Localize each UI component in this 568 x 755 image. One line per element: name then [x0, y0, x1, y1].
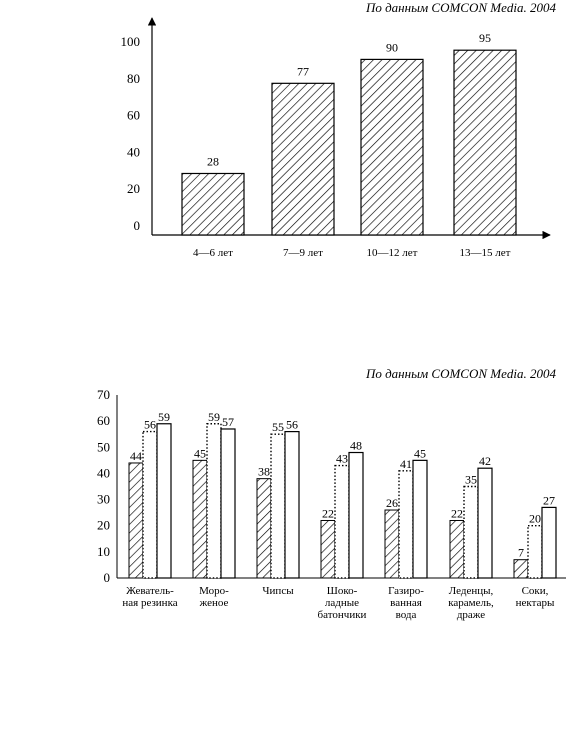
product-chart-bar-series-3 — [542, 507, 556, 578]
product-chart-bar-series-2 — [464, 487, 478, 579]
product-chart-bar-series-1 — [450, 520, 464, 578]
age-chart-y-tick: 80 — [127, 70, 140, 86]
product-chart-bar-series-2 — [399, 471, 413, 578]
product-chart-bar-series-1 — [385, 510, 399, 578]
age-chart-data-label: 28 — [207, 154, 219, 169]
product-chart-data-label: 20 — [529, 511, 541, 526]
product-chart-source-note: По данным COMCON Media. 2004 — [365, 366, 556, 381]
product-chart-data-label: 7 — [518, 545, 524, 560]
product-chart-data-label: 44 — [130, 448, 142, 463]
product-chart-data-label: 57 — [222, 414, 234, 429]
product-chart-bar-series-2 — [271, 434, 285, 578]
product-chart-y-tick: 10 — [97, 543, 110, 559]
product-chart-y-tick: 40 — [97, 465, 110, 481]
age-chart-category-label: 13—15 лет — [459, 247, 511, 259]
product-chart-bar-series-2 — [143, 432, 157, 578]
product-chart-y-tick: 60 — [97, 413, 110, 429]
age-chart-source-note: По данным COMCON Media. 2004 — [365, 0, 556, 15]
product-chart-data-label: 22 — [451, 506, 463, 521]
product-chart-category-label: карамель, — [448, 597, 494, 609]
product-chart-bar-series-3 — [349, 453, 363, 578]
age-chart-data-label: 77 — [297, 64, 309, 79]
product-chart-data-label: 22 — [322, 506, 334, 521]
product-chart-data-label: 56 — [144, 417, 156, 432]
product-chart-data-label: 43 — [336, 451, 348, 466]
product-chart-data-label: 26 — [386, 496, 398, 511]
product-chart-bar-series-1 — [321, 520, 335, 578]
age-chart-bar — [182, 173, 244, 235]
age-chart-bar — [272, 83, 334, 235]
age-chart-data-label: 95 — [479, 31, 491, 46]
product-chart-data-label: 41 — [400, 456, 412, 471]
product-chart-bar-series-3 — [413, 460, 427, 578]
product-chart-category-label: Шоко- — [326, 585, 358, 597]
product-chart-bar-series-3 — [478, 468, 492, 578]
product-chart-data-label: 56 — [286, 417, 298, 432]
product-chart-data-label: 42 — [479, 454, 491, 469]
product-chart-bar-series-3 — [157, 424, 171, 578]
product-chart-bar-series-2 — [528, 526, 542, 578]
age-chart-y-tick: 100 — [120, 34, 140, 49]
product-chart-bar-series-1 — [257, 479, 271, 578]
product-chart-category-label: драже — [456, 609, 486, 621]
product-chart-category-label: Жеватель- — [126, 585, 174, 597]
age-chart-category-label: 4—6 лет — [193, 247, 233, 259]
product-chart-y-tick: 50 — [97, 439, 110, 455]
product-chart-data-label: 59 — [158, 409, 170, 424]
product-chart-bar-series-3 — [221, 429, 235, 578]
product-chart-y-tick: 0 — [103, 570, 110, 585]
product-chart-data-label: 45 — [194, 446, 206, 461]
age-chart-bar — [361, 59, 423, 235]
age-chart-category-label: 7—9 лет — [283, 247, 323, 259]
product-chart-y-tick: 20 — [97, 517, 110, 533]
product-chart-bar-series-1 — [514, 560, 528, 578]
product-chart-data-label: 45 — [414, 446, 426, 461]
product-chart-bar-series-2 — [335, 466, 349, 578]
age-chart-y-tick: 0 — [133, 218, 140, 233]
product-chart-category-label: ная резинка — [122, 597, 178, 609]
product-chart-category-label: Моро- — [199, 585, 229, 597]
product-chart-bar-series-2 — [207, 424, 221, 578]
product-chart-category-label: ладные — [324, 597, 360, 609]
product-chart-category-label: ванная — [390, 597, 422, 609]
product-chart-data-label: 59 — [208, 409, 220, 424]
age-chart-bar — [454, 50, 516, 235]
product-chart-category-label: нектары — [515, 597, 555, 609]
product-chart-category-label: Соки, — [521, 585, 549, 597]
product-chart-bar-series-1 — [193, 460, 207, 578]
product-chart-data-label: 38 — [258, 464, 270, 479]
product-chart-category-label: женое — [199, 597, 229, 609]
age-chart-y-tick: 60 — [127, 107, 140, 123]
product-chart-data-label: 55 — [272, 420, 284, 435]
product-chart-category-label: Чипсы — [262, 585, 294, 597]
product-chart-category-label: Леденцы, — [448, 585, 494, 597]
age-chart-y-tick: 20 — [127, 181, 140, 197]
product-chart-y-tick: 30 — [97, 491, 110, 507]
product-chart — [97, 366, 566, 621]
product-chart-y-tick: 70 — [97, 387, 110, 402]
product-chart-category-label: вода — [395, 609, 417, 621]
product-chart-category-label: батончики — [317, 609, 367, 621]
age-chart-data-label: 90 — [386, 40, 398, 55]
product-chart-bar-series-3 — [285, 432, 299, 578]
product-chart-bar-series-1 — [129, 463, 143, 578]
age-chart-y-tick: 40 — [127, 144, 140, 160]
age-chart-category-label: 10—12 лет — [366, 247, 418, 259]
product-chart-data-label: 48 — [350, 438, 362, 453]
product-chart-data-label: 27 — [543, 493, 555, 508]
age-chart — [121, 0, 557, 259]
product-chart-category-label: Газиро- — [388, 585, 424, 597]
product-chart-data-label: 35 — [465, 472, 477, 487]
